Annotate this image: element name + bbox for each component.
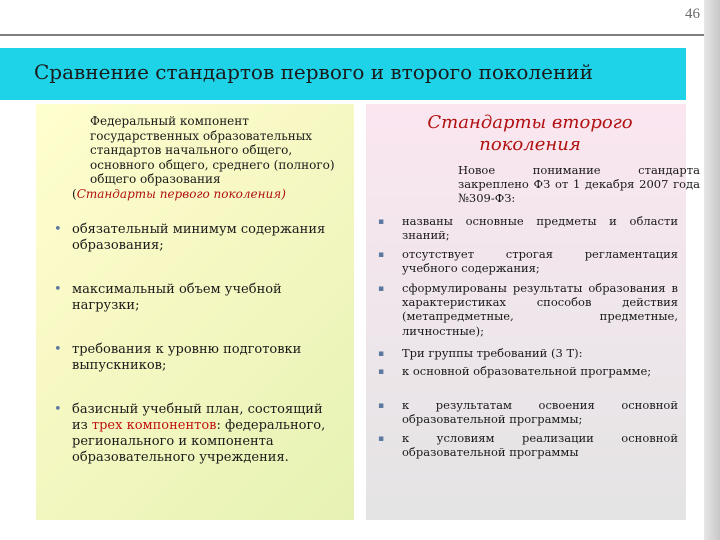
list-item [378,431,700,461]
bullet-icon: ▪ [378,349,385,359]
intro-paren: ( [72,186,77,201]
list-item-text-part: : федерального, регионального и компонента образовательного учреждения. [72,418,326,465]
list-item [54,222,344,258]
first-generation-intro [72,114,348,218]
list-item-text: названы основные предметы и области знаний; [402,214,678,243]
list-item [54,342,350,378]
list-item [54,402,334,492]
slide-title: Сравнение стандартов первого и второго поколений [34,60,593,84]
list-item-text: к результатам освоения основной образовательной программы; [402,398,678,427]
list-item-text: к условиям реализации основной образовательной программы [402,431,678,460]
list-item-text: Три группы требований (3 Т): [402,346,583,360]
bullet-icon: ▪ [378,217,385,227]
bullet-icon: • [54,222,62,237]
list-item [54,282,344,318]
second-generation-intro [402,163,700,207]
bullet-icon: ▪ [378,284,385,294]
bullet-icon: • [54,402,62,417]
list-item [378,214,700,244]
bullet-icon: • [54,282,62,297]
intro-text: Новое понимание стандарта закреплено ФЗ от 1 декабря 2007 года №309-ФЗ: [458,163,700,206]
bullet-icon: ▪ [378,367,385,377]
list-item-text: максимальный объем учебной нагрузки; [72,282,282,313]
three-components-label: трех компонентов [91,418,217,433]
second-generation-heading: Стандарты второго поколения [427,112,633,155]
list-item [378,346,700,362]
top-divider [0,34,704,36]
first-generation-label: Стандарты первого поколения) [76,186,286,201]
list-item-text [72,402,334,466]
list-item [378,364,700,394]
slide-top-bar [0,0,720,36]
list-item-text-part: базисный учебный план, состоящий из [72,402,323,433]
list-item-text: требования к уровню подготовки выпускников; [72,342,302,373]
bullet-icon: ▪ [378,434,385,444]
list-item-text: сформулированы результаты образования в характеристиках способов действия (метапредметные, предметные, личностные); [402,281,678,338]
right-edge-shade [704,0,720,540]
list-item [378,247,700,277]
page-number: 46 [685,6,700,22]
bullet-icon: ▪ [378,401,385,411]
list-item-text: обязательный минимум содержания образования; [72,222,326,253]
list-item [378,398,700,428]
bullet-icon: • [54,342,62,357]
bullet-icon: ▪ [378,250,385,260]
list-item-text: к основной образовательной программе; [402,364,652,378]
list-item-text: отсутствует строгая регламентация учебного содержания; [402,247,678,276]
list-item [378,281,700,341]
intro-text: Федеральный компонент государственных образовательных стандартов начального общего, основного общего, среднего (полного) общего образования [90,114,335,187]
